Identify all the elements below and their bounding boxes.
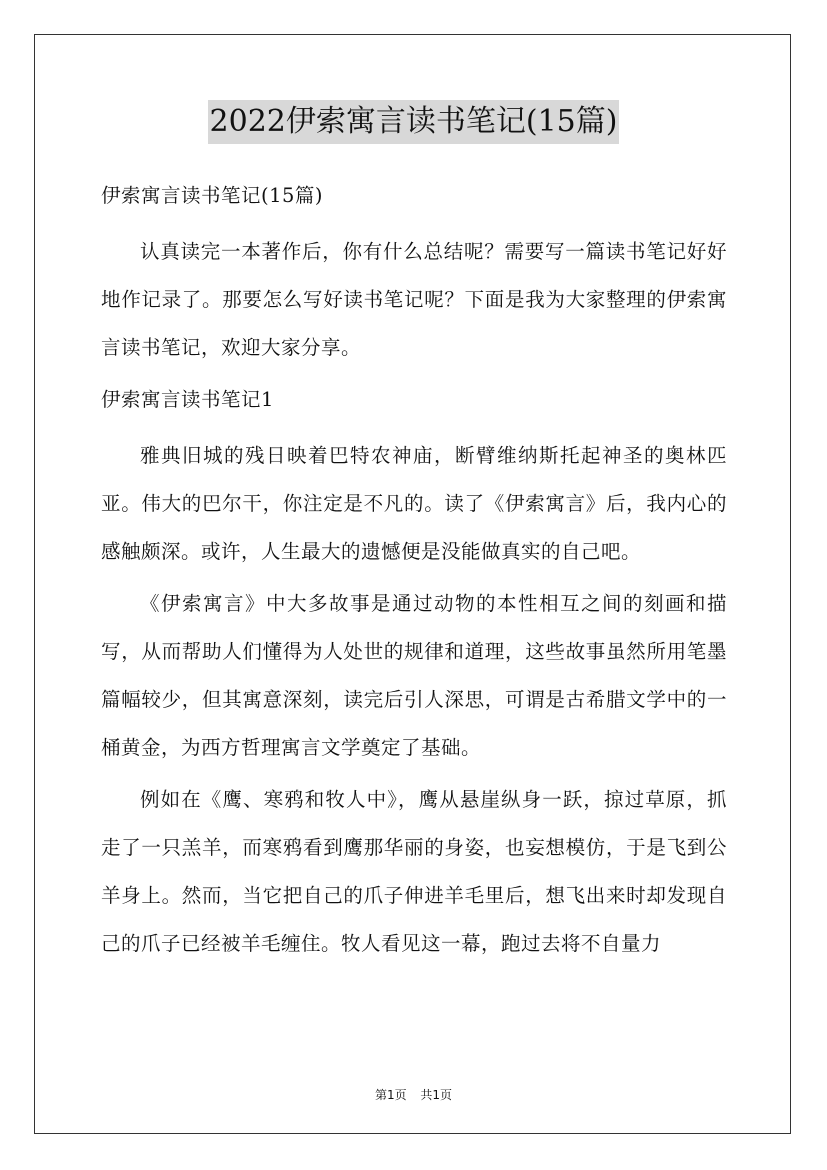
body-paragraph: 雅典旧城的残日映着巴特农神庙，断臂维纳斯托起神圣的奥林匹亚。伟大的巴尔干，你注定是不凡的。读了《伊索寓言》后，我内心的感触颇深。或许，人生最大的遗憾便是没能做真实的自己吧。 [101, 444, 727, 563]
document-title-text: 2022伊索寓言读书笔记(15篇) [208, 100, 620, 144]
subtitle-heading: 伊索寓言读书笔记(15篇) [101, 184, 324, 207]
document-title [0, 100, 827, 144]
intro-paragraph: 认真读完一本著作后，你有什么总结呢？需要写一篇读书笔记好好地作记录了。那要怎么写好读书笔记呢？下面是我为大家整理的伊索寓言读书笔记，欢迎大家分享。 [101, 240, 727, 359]
document-body [101, 172, 727, 972]
body-paragraph: 例如在《鹰、寒鸦和牧人中》，鹰从悬崖纵身一跃，掠过草原，抓走了一只羔羊，而寒鸦看到鹰那华丽的身姿，也妄想模仿，于是飞到公羊身上。然而，当它把自己的爪子伸进羊毛里后，想飞出来时却发现自己的爪子已经被羊毛缠住。牧人看见这一幕，跑过去将不自量力 [101, 788, 727, 955]
page-total: 共1页 [420, 1088, 453, 1102]
page-footer [0, 1086, 827, 1103]
body-paragraph: 《伊索寓言》中大多故事是通过动物的本性相互之间的刻画和描写，从而帮助人们懂得为人处世的规律和道理，这些故事虽然所用笔墨篇幅较少，但其寓意深刻，读完后引人深思，可谓是古希腊文学中的一桶黄金，为西方哲理寓言文学奠定了基础。 [101, 592, 727, 759]
section-heading-1: 伊索寓言读书笔记1 [101, 388, 274, 411]
page-number: 第1页 [374, 1088, 407, 1102]
